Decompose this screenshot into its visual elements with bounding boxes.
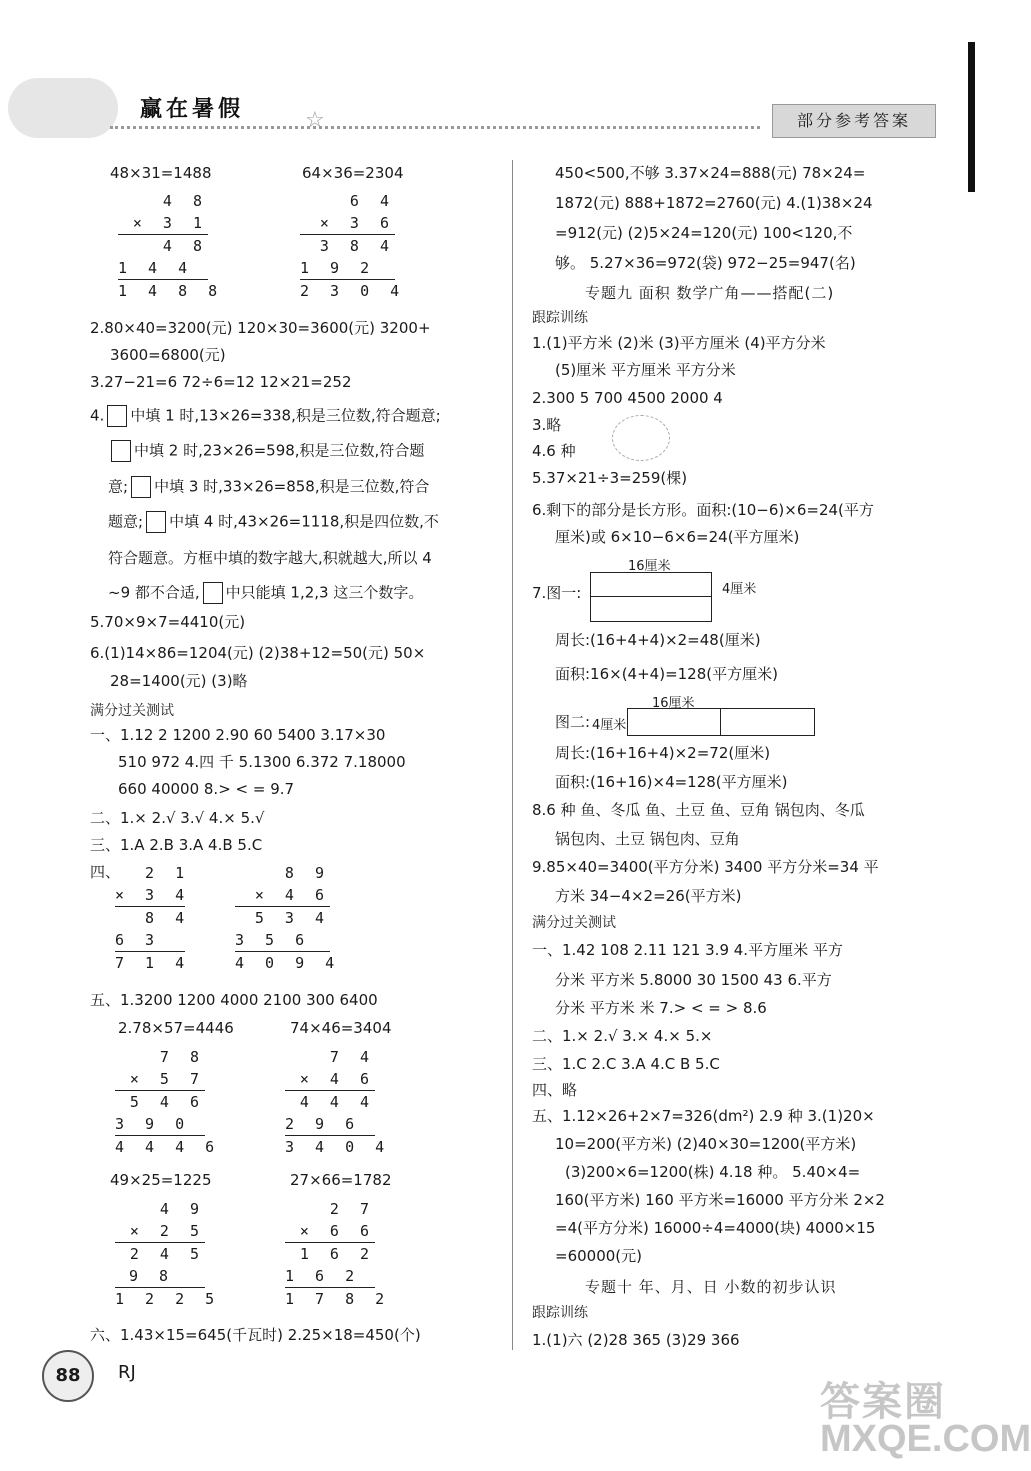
q4-line4 xyxy=(108,511,439,533)
s7-label: 7.图一: xyxy=(532,584,582,602)
topic9-heading: 专题九 面积 数学广角——搭配(二) xyxy=(585,284,835,302)
topic10-heading: 专题十 年、月、日 小数的初步认识 xyxy=(585,1278,837,1296)
column-divider xyxy=(512,160,513,1350)
q5-line: 5.70×9×7=4410(元) xyxy=(90,613,246,631)
u2-line: 二、1.× 2.√ 3.× 4.× 5.× xyxy=(532,1027,713,1045)
q4-text: 中填 1 时,13×26=338,积是三位数,符合题意; xyxy=(130,406,441,425)
figure2-rect xyxy=(627,708,815,736)
calc-row: 7 4 xyxy=(299,1048,375,1066)
q4-text: 中只能填 1,2,3 这三个数字。 xyxy=(225,583,424,602)
t1-line1: 一、1.12 2 1200 2.90 60 5400 3.17×30 xyxy=(90,726,386,744)
calc-row: × 4 6 xyxy=(254,886,330,904)
calc-row: 5 4 6 xyxy=(115,1090,205,1113)
q2-line1: 2.80×40=3200(元) 120×30=3600(元) 3200+ xyxy=(90,319,431,337)
calc-row: 4 8 xyxy=(118,234,208,257)
u1-line3: 分米 平方米 米 7.> < = > 8.6 xyxy=(555,999,767,1017)
vertical-calc-4 xyxy=(235,862,341,974)
calc-row: 1 7 8 2 xyxy=(285,1287,375,1310)
blank-box-icon xyxy=(111,440,131,462)
figure1-rect xyxy=(590,572,712,622)
calc-row: 6 3 xyxy=(115,931,161,949)
calc-row: 1 4 8 8 xyxy=(118,279,208,302)
r-line1: 450<500,不够 3.37×24=888(元) 78×24= xyxy=(555,164,866,182)
calc-row: 4 9 xyxy=(129,1200,205,1218)
figure2-midline xyxy=(720,709,721,735)
q4-text: 意; xyxy=(108,477,129,496)
t5-line1: 五、1.3200 1200 4000 2100 300 6400 xyxy=(90,991,378,1009)
calc-row: 6 4 xyxy=(319,192,395,210)
u5-line6: =60000(元) xyxy=(555,1247,642,1265)
u5-line3: (3)200×6=1200(株) 4.18 种。 5.40×4= xyxy=(565,1163,861,1181)
calc-row: 9 8 xyxy=(129,1267,175,1285)
v1-line: 1.(1)六 (2)28 365 (3)29 366 xyxy=(532,1331,740,1349)
q4-line3 xyxy=(108,476,429,498)
u5-line2: 10=200(平方米) (2)40×30=1200(平方米) xyxy=(555,1135,857,1153)
calc-row: 2 9 6 xyxy=(285,1115,361,1133)
calc-row: × 3 1 xyxy=(132,214,208,232)
q6-line1: 6.(1)14×86=1204(元) (2)38+12=50(元) 50× xyxy=(90,644,426,662)
s7-fig2-label: 图二: xyxy=(555,713,591,731)
calc-row: 7 8 xyxy=(129,1048,205,1066)
q3-line: 3.27−21=6 72÷6=12 12×21=252 xyxy=(90,373,352,391)
blank-box-icon xyxy=(146,511,166,533)
calc-row: 1 9 2 xyxy=(300,259,376,277)
t5-line5: 27×66=1782 xyxy=(290,1171,392,1189)
stamp-icon xyxy=(612,415,670,461)
q4-text: 中填 2 时,23×26=598,积是三位数,符合题 xyxy=(134,441,425,460)
u1-line2: 分米 平方米 5.8000 30 1500 43 6.平方 xyxy=(555,971,832,989)
t2-line: 二、1.× 2.√ 3.√ 4.× 5.√ xyxy=(90,809,265,827)
vertical-calc-5 xyxy=(115,1046,221,1158)
s9-line2: 方米 34−4×2=26(平方米) xyxy=(555,887,742,905)
calc-row: 3 4 0 4 xyxy=(285,1135,375,1158)
calc-row: 3 9 0 xyxy=(115,1115,191,1133)
s7-area2: 面积:(16+16)×4=128(平方厘米) xyxy=(555,773,788,791)
s7-perimeter1: 周长:(16+4+4)×2=48(厘米) xyxy=(555,631,761,649)
t5-line2: 2.78×57=4446 xyxy=(118,1019,234,1037)
figure1-side-label: 4厘米 xyxy=(722,582,757,597)
calc-row: 1 6 2 xyxy=(285,1242,375,1265)
calc-row: 1 2 2 5 xyxy=(115,1287,205,1310)
calc-row: 2 7 xyxy=(299,1200,375,1218)
calc-row: 5 3 4 xyxy=(235,906,330,929)
vertical-calc-2 xyxy=(300,190,406,302)
calc-row: × 6 6 xyxy=(299,1222,375,1240)
u5-line4: 160(平方米) 160 平方米=16000 平方分米 2×2 xyxy=(555,1191,885,1209)
vertical-calc-7 xyxy=(115,1198,221,1310)
calc-row: × 3 6 xyxy=(319,214,395,232)
u4-line: 四、略 xyxy=(532,1081,578,1099)
t5-line4: 49×25=1225 xyxy=(110,1171,212,1189)
s9-line1: 9.85×40=3400(平方分米) 3400 平方分米=34 平 xyxy=(532,858,879,876)
s6-line1: 6.剩下的部分是长方形。面积:(10−6)×6=24(平方 xyxy=(532,501,874,519)
calc-row: 1 6 2 xyxy=(285,1267,361,1285)
vertical-calc-3 xyxy=(115,862,191,974)
header-title: 赢在暑假 xyxy=(140,96,245,122)
s7-perimeter2: 周长:(16+16+4)×2=72(厘米) xyxy=(555,744,771,762)
t1-line3: 660 40000 8.> < = 9.7 xyxy=(118,780,295,798)
calc-row: 3 5 6 xyxy=(235,931,311,949)
u1-line1: 一、1.42 108 2.11 121 3.9 4.平方厘米 平方 xyxy=(532,941,843,959)
calc-row: × 5 7 xyxy=(129,1070,205,1088)
calc-row: 8 4 xyxy=(115,906,185,929)
logo-icon xyxy=(8,78,118,138)
calc-row: 3 8 4 xyxy=(300,234,395,257)
q4-text: 中填 3 时,33×26=858,积是三位数,符合 xyxy=(154,477,430,496)
section-test-right: 满分过关测试 xyxy=(532,915,616,931)
page-edge-bar xyxy=(968,42,975,192)
u5-line1: 五、1.12×26+2×7=326(dm²) 2.9 种 3.(1)20× xyxy=(532,1107,875,1125)
u5-line5: =4(平方分米) 16000÷4=4000(块) 4000×15 xyxy=(555,1219,876,1237)
t1-line2: 510 972 4.四 千 5.1300 6.372 7.18000 xyxy=(118,753,406,771)
calc-row: × 4 6 xyxy=(299,1070,375,1088)
calc-row: 2 4 5 xyxy=(115,1242,205,1265)
section-test-left: 满分过关测试 xyxy=(90,703,174,719)
calc-row: 4 4 4 xyxy=(285,1090,375,1113)
r-line3: =912(元) (2)5×24=120(元) 100<120,不 xyxy=(555,224,853,242)
section-track-1: 跟踪训练 xyxy=(532,310,588,326)
calc-row: 7 1 4 xyxy=(115,951,185,974)
calc-row: 8 9 xyxy=(254,864,330,882)
vertical-calc-6 xyxy=(285,1046,391,1158)
calc-row: 4 8 xyxy=(132,192,208,210)
calc-row: 2 1 xyxy=(115,864,191,882)
figure1-top-label: 16厘米 xyxy=(628,559,671,574)
q2-line2: 3600=6800(元) xyxy=(110,346,226,364)
u3-line: 三、1.C 2.C 3.A 4.C B 5.C xyxy=(532,1055,720,1073)
q6-line2: 28=1400(元) (3)略 xyxy=(110,672,248,690)
t6-line: 六、1.43×15=645(千瓦时) 2.25×18=450(个) xyxy=(90,1326,421,1344)
q4-line1 xyxy=(90,405,441,427)
calc-row: × 3 4 xyxy=(115,886,191,904)
s3-line: 3.略 xyxy=(532,416,562,434)
r-line2: 1872(元) 888+1872=2760(元) 4.(1)38×24 xyxy=(555,194,873,212)
header-dotted-rule xyxy=(110,126,760,129)
q4-line5: 符合题意。方框中填的数字越大,积就越大,所以 4 xyxy=(108,549,432,567)
r-line4: 够。 5.27×36=972(袋) 972−25=947(名) xyxy=(555,254,856,272)
star-icon: ☆ xyxy=(305,108,325,133)
calc-row: 4 0 9 4 xyxy=(235,951,330,974)
vertical-calc-8 xyxy=(285,1198,391,1310)
s1-line1: 1.(1)平方米 (2)米 (3)平方厘米 (4)平方分米 xyxy=(532,334,826,352)
eq-48x31: 48×31=1488 xyxy=(110,164,212,182)
blank-box-icon xyxy=(203,582,223,604)
calc-row: 2 3 0 4 xyxy=(300,279,395,302)
calc-row: × 2 5 xyxy=(129,1222,205,1240)
watermark-logo: 答案圈 xyxy=(820,1379,946,1425)
q4-text: 中填 4 时,43×26=1118,积是四位数,不 xyxy=(169,512,439,531)
s1-line2: (5)厘米 平方厘米 平方分米 xyxy=(555,361,736,379)
s2-line: 2.300 5 700 4500 2000 4 xyxy=(532,389,723,407)
section-track-2: 跟踪训练 xyxy=(532,1305,588,1321)
s4-line: 4.6 种 xyxy=(532,442,576,460)
t4-label: 四、 xyxy=(90,863,121,881)
s8-line2: 锅包肉、土豆 锅包肉、豆角 xyxy=(555,830,740,848)
calc-row: 4 4 4 6 xyxy=(115,1135,205,1158)
vertical-calc-1 xyxy=(118,190,224,302)
figure2-top-label: 16厘米 xyxy=(652,696,695,711)
t5-line3: 74×46=3404 xyxy=(290,1019,392,1037)
q4-line2 xyxy=(108,440,424,462)
edition-label: RJ xyxy=(118,1362,136,1383)
s7-area1: 面积:16×(4+4)=128(平方厘米) xyxy=(555,665,778,683)
q4-number: 4. xyxy=(90,406,105,425)
page-number-badge: 88 xyxy=(42,1350,94,1402)
q4-line6 xyxy=(108,582,423,604)
s6-line2: 厘米)或 6×10−6×6=24(平方厘米) xyxy=(555,528,800,546)
answers-tab: 部分参考答案 xyxy=(772,104,936,138)
blank-box-icon xyxy=(131,476,151,498)
t3-line: 三、1.A 2.B 3.A 4.B 5.C xyxy=(90,836,263,854)
s8-line1: 8.6 种 鱼、冬瓜 鱼、土豆 鱼、豆角 锅包肉、冬瓜 xyxy=(532,801,865,819)
q4-text: ~9 都不合适, xyxy=(108,583,200,602)
watermark-url: MXQE.COM xyxy=(820,1418,1031,1460)
s5-line: 5.37×21÷3=259(棵) xyxy=(532,469,688,487)
figure1-midline xyxy=(591,596,711,597)
figure2-side-label: 4厘米 xyxy=(592,718,627,733)
blank-box-icon xyxy=(107,405,127,427)
q4-text: 题意; xyxy=(108,512,144,531)
calc-row: 1 4 4 xyxy=(118,259,194,277)
eq-64x36: 64×36=2304 xyxy=(302,164,404,182)
